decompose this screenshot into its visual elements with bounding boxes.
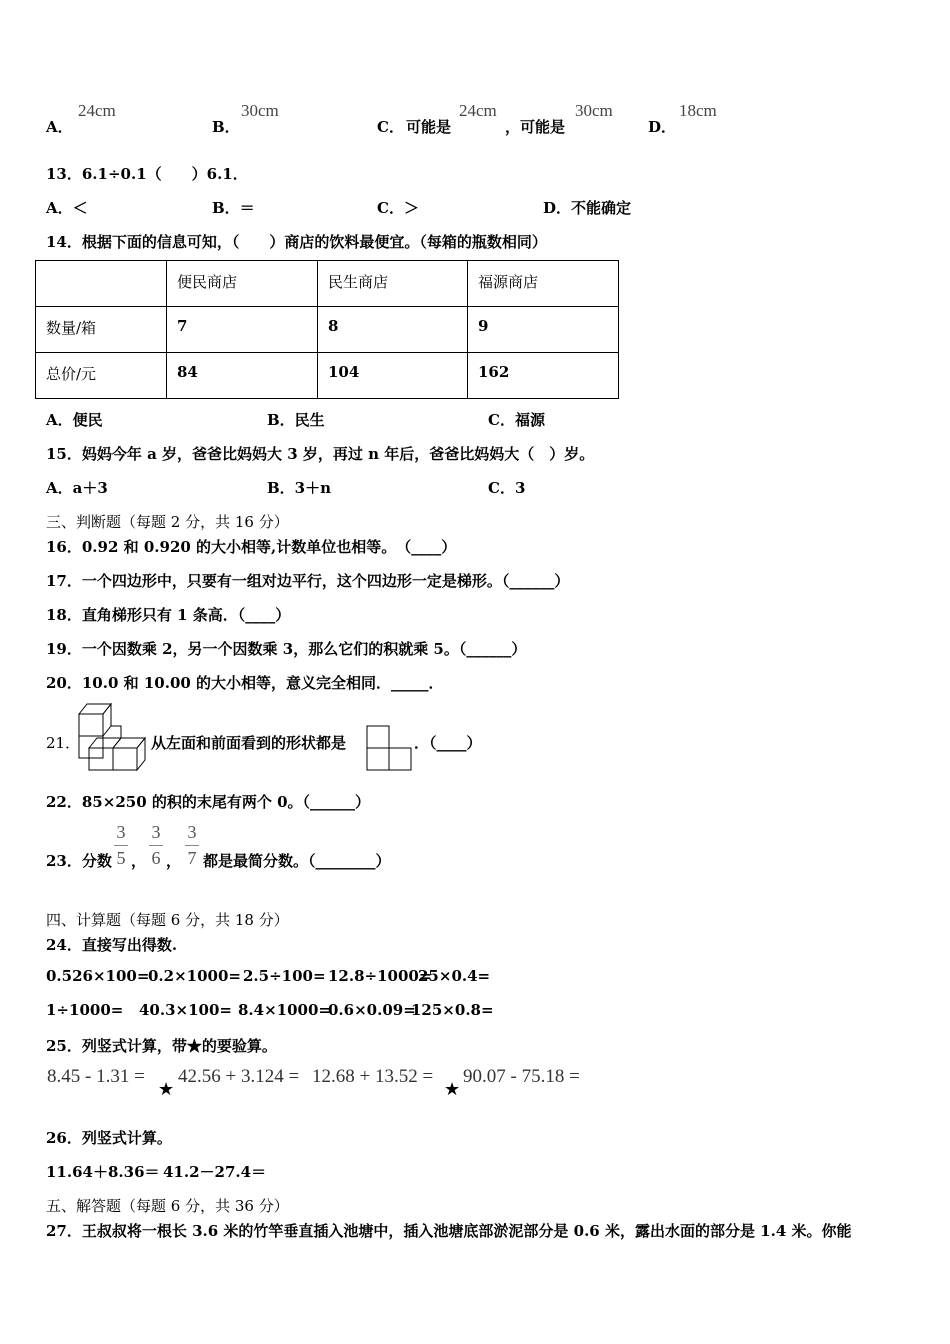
q12-option-b: B． <box>212 118 240 136</box>
q25-stem: 25．列竖式计算，带★的要验算。 <box>46 1037 277 1055</box>
q12-option-c-figure2: 30cm <box>575 101 613 120</box>
q13-stem: 13．6.1÷0.1（ ）6.1． <box>46 165 248 183</box>
section-4-title: 四、计算题（每题 6 分，共 18 分） <box>46 911 289 929</box>
fraction-3-7 <box>185 822 199 869</box>
table-cell: 9 <box>468 307 619 353</box>
q13-option-b: B．＝ <box>212 199 255 217</box>
q16: 16．0.92 和 0.920 的大小相等,计数单位也相等。 （____） <box>46 538 457 556</box>
table-row <box>36 261 619 307</box>
q24-item: 25×0.4= <box>418 967 491 985</box>
q12-option-d-figure: 18cm <box>679 101 717 120</box>
q24-item: 40.3×100= <box>139 1001 232 1019</box>
q14-option-b: B．民生 <box>267 411 325 429</box>
q13-option-c: C．＞ <box>377 199 419 217</box>
q12-option-c-figure1: 24cm <box>459 101 497 120</box>
q22: 22．85×250 的积的末尾有两个 0。（______） <box>46 793 371 811</box>
q14-option-a: A．便民 <box>46 411 103 429</box>
q25-expression: 90.07 - 75.18 = <box>463 1066 580 1087</box>
q25-expression: 42.56 + 3.124 = <box>178 1066 300 1087</box>
q18: 18．直角梯形只有 1 条高．（____） <box>46 606 291 624</box>
q24-item: 0.6×0.09= <box>328 1001 416 1019</box>
section-3-title: 三、判断题（每题 2 分，共 16 分） <box>46 513 289 531</box>
q26-item: 11.64＋8.36＝ <box>46 1163 160 1181</box>
table-row <box>36 353 619 399</box>
q12-option-d: D． <box>648 118 677 136</box>
fraction-numerator: 3 <box>116 822 126 842</box>
table-header-cell: 民生商店 <box>318 261 468 307</box>
q15-option-a: A．a＋3 <box>46 479 108 497</box>
q12-option-b-figure: 30cm <box>241 101 279 120</box>
star-icon: ★ <box>444 1079 461 1100</box>
q12-option-c-text1: 可能是 <box>406 118 452 136</box>
q23-prefix: 23．分数 <box>46 852 112 870</box>
q14-option-c: C．福源 <box>488 411 545 429</box>
q14-stem: 14．根据下面的信息可知，（ ）商店的饮料最便宜。（每箱的瓶数相同） <box>46 233 547 251</box>
q24-item: 2.5÷100= <box>243 967 326 985</box>
q24-item: 1÷1000= <box>46 1001 124 1019</box>
q24-item: 125×0.8= <box>411 1001 494 1019</box>
q21-text: 从左面和前面看到的形状都是 <box>151 734 347 752</box>
table-row <box>36 307 619 353</box>
q24-item: 8.4×1000= <box>238 1001 331 1019</box>
q27: 27．王叔叔将一根长 3.6 米的竹竿垂直插入池塘中，插入池塘底部淤泥部分是 0.6 米，露出水面的部分是 1.4 米。你能 <box>46 1222 852 1240</box>
table-cell: 84 <box>167 353 318 399</box>
table-header-cell: 便民商店 <box>167 261 318 307</box>
q26-item: 41.2－27.4＝ <box>163 1163 267 1181</box>
table-cell: 总价/元 <box>36 353 167 399</box>
q24-item: 0.526×100= <box>46 967 150 985</box>
q12-option-a-figure: 24cm <box>78 101 116 120</box>
fraction-numerator: 3 <box>187 822 197 842</box>
q21-number: 21． <box>46 734 81 752</box>
fraction-3-6 <box>149 822 163 869</box>
q13-option-d: D．不能确定 <box>543 199 632 217</box>
q14-shop-table <box>35 260 619 399</box>
table-cell: 数量/箱 <box>36 307 167 353</box>
star-icon: ★ <box>158 1079 175 1100</box>
table-header-cell <box>36 261 167 307</box>
q21-tail: ．（____） <box>414 734 482 752</box>
fraction-denominator: 7 <box>187 848 197 868</box>
q12-option-c: C． <box>377 118 404 136</box>
table-cell: 162 <box>468 353 619 399</box>
q25-expression: 12.68 + 13.52 = <box>312 1066 434 1087</box>
q24-stem: 24．直接写出得数. <box>46 936 178 954</box>
q23-suffix: 都是最简分数。（________） <box>203 852 391 870</box>
table-header-cell: 福源商店 <box>468 261 619 307</box>
q15-stem: 15．妈妈今年 a 岁，爸爸比妈妈大 3 岁，再过 n 年后，爸爸比妈妈大（ ）岁。 <box>46 445 595 463</box>
q25-expression: 8.45 - 1.31 = <box>47 1066 145 1087</box>
q15-option-b: B．3＋n <box>267 479 332 497</box>
fraction-numerator: 3 <box>151 822 161 842</box>
q24-item: 0.2×1000= <box>148 967 241 985</box>
q12-option-a: A． <box>46 118 73 136</box>
section-5-title: 五、解答题（每题 6 分，共 36 分） <box>46 1197 289 1215</box>
table-cell: 104 <box>318 353 468 399</box>
fraction-separator: ， <box>131 852 147 870</box>
q17: 17．一个四边形中，只要有一组对边平行，这个四边形一定是梯形。（______） <box>46 572 570 590</box>
q13-option-a: A．＜ <box>46 199 88 217</box>
fraction-3-5 <box>114 822 128 869</box>
fraction-separator: ， <box>166 852 182 870</box>
q19: 19．一个因数乘 2，另一个因数乘 3，那么它们的积就乘 5。（______） <box>46 640 527 658</box>
q20: 20．10.0 和 10.00 的大小相等，意义完全相同．_____． <box>46 674 444 692</box>
cube-stack-figure <box>75 700 151 772</box>
fraction-denominator: 5 <box>116 848 126 868</box>
fraction-denominator: 6 <box>151 848 161 868</box>
q26-stem: 26．列竖式计算。 <box>46 1129 172 1147</box>
q24-item: 12.8÷1000= <box>328 967 432 985</box>
q12-option-c-text2: ，可能是 <box>505 118 566 136</box>
table-cell: 8 <box>318 307 468 353</box>
view-shape-figure <box>366 725 414 773</box>
table-cell: 7 <box>167 307 318 353</box>
q15-option-c: C．3 <box>488 479 526 497</box>
